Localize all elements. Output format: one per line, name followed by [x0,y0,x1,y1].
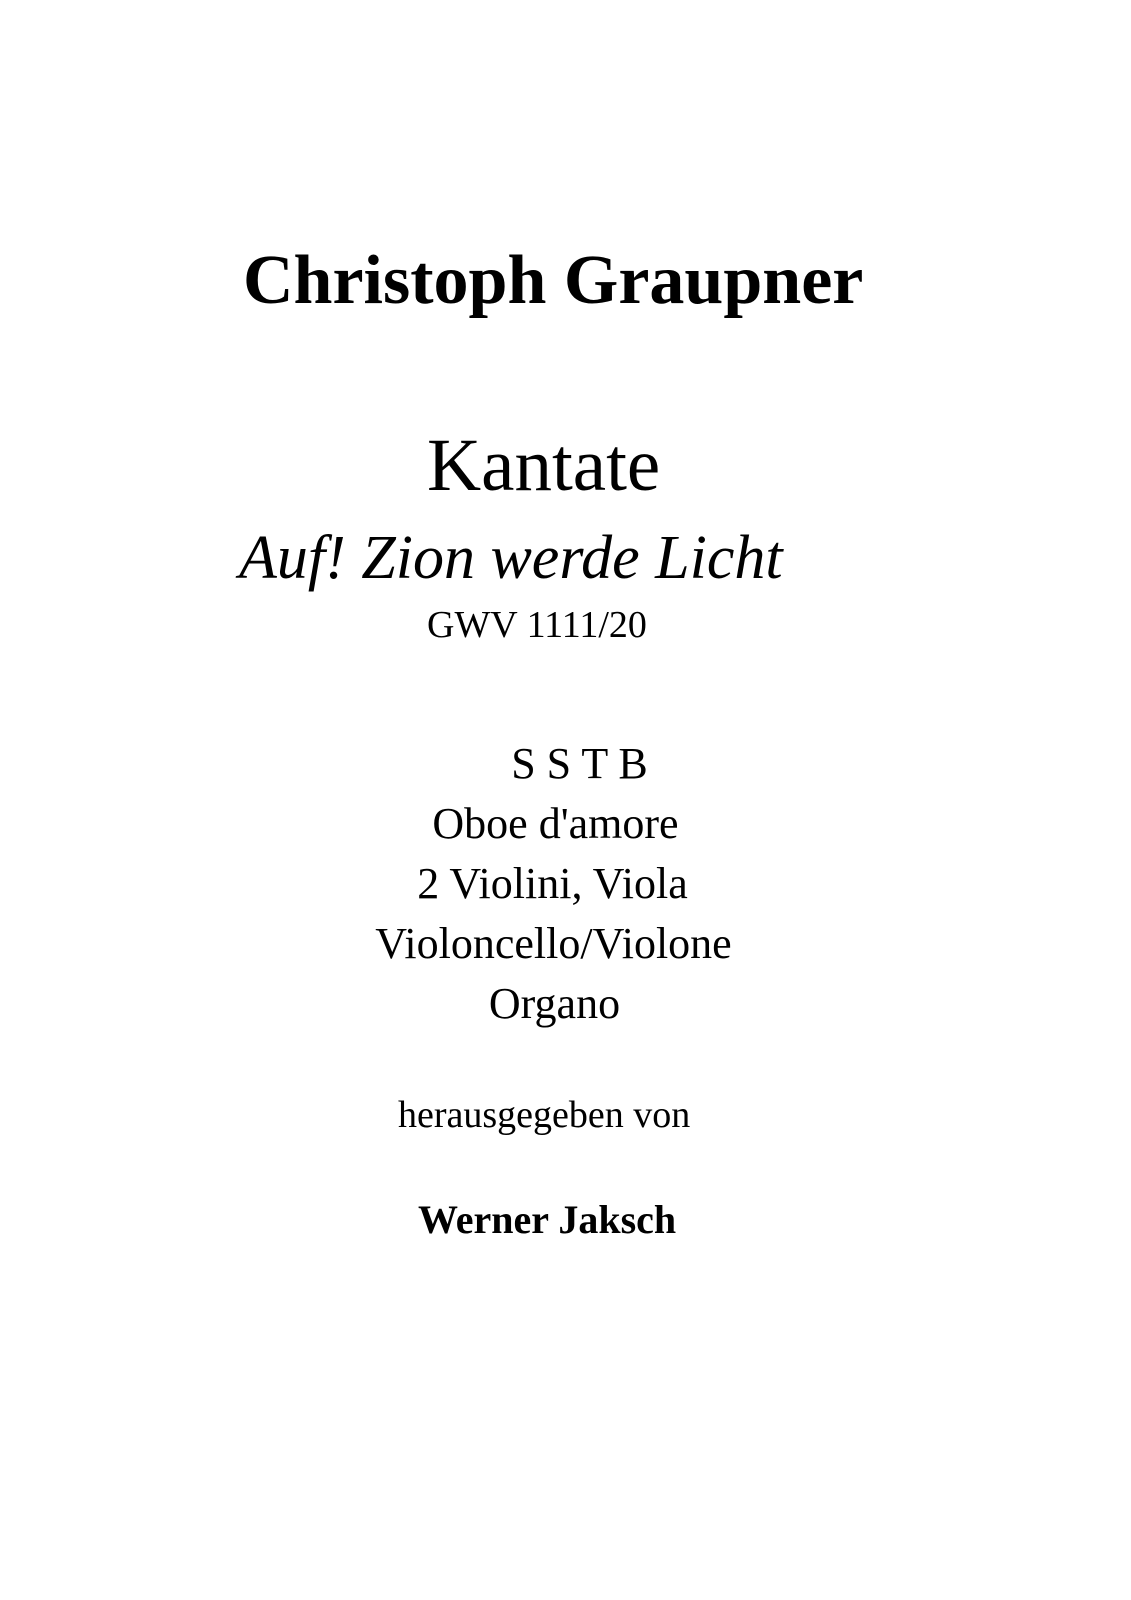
edited-by-label: herausgegeben von [398,1094,691,1136]
instrument-line: Violoncello/Violone [375,919,732,968]
voices-line: S S T B [511,739,648,788]
work-title: Auf! Zion werde Licht [239,524,783,592]
catalog-number: GWV 1111/20 [427,604,647,646]
instrument-line: Organo [488,979,621,1028]
composer-name: Christoph Graupner [243,242,864,319]
work-genre: Kantate [427,424,661,507]
instrument-line: Oboe d'amore [432,799,679,848]
editor-name: Werner Jaksch [418,1197,677,1242]
instrument-line: 2 Violini, Viola [417,859,688,908]
